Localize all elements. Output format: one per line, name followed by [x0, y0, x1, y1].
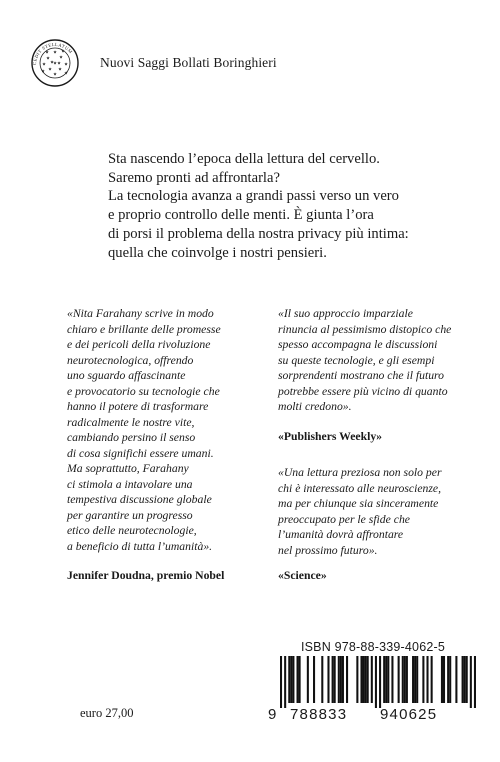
- logo-motto: CEDIT STELLATUM: [31, 41, 74, 66]
- back-cover-blurb: [108, 150, 448, 262]
- barcode-bar: [327, 656, 329, 703]
- barcode-bar: [416, 656, 418, 703]
- blurb-line: La tecnologia avanza a grandi passi verso un vero: [108, 188, 399, 205]
- star-icon: ★: [52, 49, 58, 55]
- barcode-bar: [398, 656, 400, 703]
- barcode-bar: [297, 656, 299, 703]
- barcode-bar: [290, 656, 292, 703]
- series-name: Nuovi Saggi Bollati Boringhieri: [100, 55, 277, 70]
- barcode-bar: [443, 656, 445, 703]
- quote-line: a beneficio di tutta l’umanità».: [67, 539, 213, 553]
- quote-line: per garantire un progresso: [67, 508, 193, 522]
- quote-line: l’umanità dovrà affrontare: [278, 528, 404, 541]
- barcode-bar: [412, 656, 414, 703]
- quote-line: ma per chiunque sia sinceramente: [278, 497, 439, 510]
- barcode-bar: [346, 656, 348, 703]
- barcode-bar: [404, 656, 406, 703]
- barcode-bar: [464, 656, 466, 703]
- barcode-bar: [367, 656, 369, 703]
- barcode-bar: [365, 656, 367, 703]
- quote-line: di cosa significhi essere umani.: [67, 446, 214, 460]
- star-icon: ★: [57, 66, 63, 72]
- quote-attribution: Jennifer Doudna, premio Nobel: [67, 569, 225, 582]
- star-icon: ★: [49, 59, 55, 65]
- barcode-bar: [474, 656, 476, 708]
- barcode-bar: [356, 656, 358, 703]
- star-icon: ★: [47, 66, 53, 72]
- stars-circle-logo-icon: [32, 40, 78, 86]
- blurb-line: quella che coinvolge i nostri pensieri.: [108, 244, 327, 261]
- quote-line: «Una lettura preziosa non solo per: [278, 466, 442, 479]
- quote-line: uno sguardo affascinante: [67, 369, 186, 382]
- barcode-bar: [449, 656, 451, 703]
- barcode-bar: [462, 656, 464, 703]
- publisher-logo: [30, 38, 80, 88]
- barcode-bar: [284, 656, 286, 708]
- star-icon: ★: [41, 61, 47, 67]
- quote-line: etico delle neurotecnologie,: [67, 524, 197, 537]
- quote-line: preoccupato per le sfide che: [278, 512, 410, 526]
- quote-science: [278, 465, 478, 558]
- star-icon: ★: [52, 71, 58, 77]
- barcode-left-digits: 788833: [290, 706, 348, 723]
- star-icon: ★: [44, 49, 50, 55]
- barcode-bar: [441, 656, 443, 703]
- barcode-first-digit: 9: [268, 706, 278, 723]
- quote-line: hanno il potere di trasformare: [67, 400, 209, 413]
- quote-line: chiaro e brillante delle promesse: [67, 322, 221, 336]
- quote-line: molti credono».: [278, 400, 352, 413]
- blurb-line: Saremo pronti ad affrontarla?: [108, 169, 280, 186]
- barcode-bar: [402, 656, 404, 703]
- quote-line: tempestiva discussione globale: [67, 493, 212, 506]
- star-icon: ★: [58, 54, 64, 60]
- barcode-bar: [385, 656, 387, 703]
- barcode-bar: [455, 656, 457, 703]
- quote-line: e provocatorio su tecnologie che: [67, 384, 220, 398]
- barcode-bar: [360, 656, 362, 703]
- quote-doudna: [67, 306, 267, 554]
- barcode-bar: [292, 656, 294, 703]
- barcode-bar: [391, 656, 393, 703]
- quote-line: spesso accompagna le discussioni: [278, 338, 438, 351]
- barcode-bar: [334, 656, 336, 703]
- barcode-bar: [288, 656, 290, 703]
- barcode-bar: [313, 656, 315, 703]
- quote-line: nel prossimo futuro».: [278, 543, 378, 557]
- barcode-bar: [342, 656, 344, 703]
- barcode-bar: [321, 656, 323, 703]
- quote-line: «Il suo approccio imparziale: [278, 307, 413, 320]
- star-icon: ★: [45, 55, 51, 61]
- barcode-bar: [422, 656, 424, 703]
- star-icon: ★: [56, 60, 62, 66]
- blurb-line: Sta nascendo l’epoca della lettura del cervello.: [108, 151, 380, 167]
- barcode-bar: [332, 656, 334, 703]
- barcode-bar: [383, 656, 385, 703]
- blurb-line: di porsi il problema della nostra privacy più intima:: [108, 225, 409, 242]
- barcode-bar: [375, 656, 377, 708]
- quote-line: rinuncia al pessimismo distopico che: [278, 322, 452, 336]
- price: euro 27,00: [80, 706, 134, 720]
- barcode-bar: [307, 656, 309, 703]
- barcode-bar: [466, 656, 468, 703]
- barcode-bar: [379, 656, 381, 708]
- barcode-bar: [280, 656, 282, 708]
- quote-line: neurotecnologica, offrendo: [67, 353, 194, 367]
- isbn-label: ISBN 978-88-339-4062-5: [300, 640, 446, 654]
- barcode-bar: [431, 656, 433, 703]
- star-icon: ★: [63, 61, 69, 67]
- barcode-bar: [387, 656, 389, 703]
- quote-line: «Nita Farahany scrive in modo: [67, 307, 214, 320]
- quote-line: chi è interessato alle neuroscienze,: [278, 481, 442, 495]
- barcode-bar: [447, 656, 449, 703]
- quote-publishers-weekly: [278, 306, 478, 415]
- barcode-bar: [426, 656, 428, 703]
- star-icon: ★: [40, 68, 46, 74]
- barcode-bar: [299, 656, 301, 703]
- isbn-barcode: [268, 640, 478, 725]
- quote-line: Ma soprattutto, Farahany: [67, 462, 189, 475]
- barcode-bar: [414, 656, 416, 703]
- barcode-bar: [470, 656, 472, 708]
- star-icon: ★: [52, 60, 58, 66]
- barcode-bar: [340, 656, 342, 703]
- quote-line: potrebbe essere più vicino di quanto: [278, 384, 448, 398]
- star-icon: ★: [60, 48, 66, 54]
- blurb-line: e proprio controllo delle menti. È giunta l’ora: [108, 207, 374, 224]
- barcode-bars: [280, 656, 476, 708]
- quote-line: su queste tecnologie, e gli esempi: [278, 353, 435, 367]
- star-icon: ★: [63, 70, 69, 76]
- quote-line: cambiando persino il senso: [67, 431, 196, 444]
- barcode-bar: [406, 656, 408, 703]
- quote-line: sorprendenti mostrano che il futuro: [278, 369, 444, 382]
- quote-attribution: «Science»: [278, 569, 327, 582]
- barcode-bar: [371, 656, 373, 703]
- quote-line: e dei pericoli della rivoluzione: [67, 338, 211, 351]
- barcode-bar: [363, 656, 365, 703]
- barcode-right-digits: 940625: [380, 706, 438, 723]
- barcode-bar: [338, 656, 340, 703]
- quote-line: radicalmente le nostre vite,: [67, 415, 195, 429]
- quote-line: ci stimola a intavolare una: [67, 477, 193, 491]
- quote-attribution: «Publishers Weekly»: [278, 430, 383, 443]
